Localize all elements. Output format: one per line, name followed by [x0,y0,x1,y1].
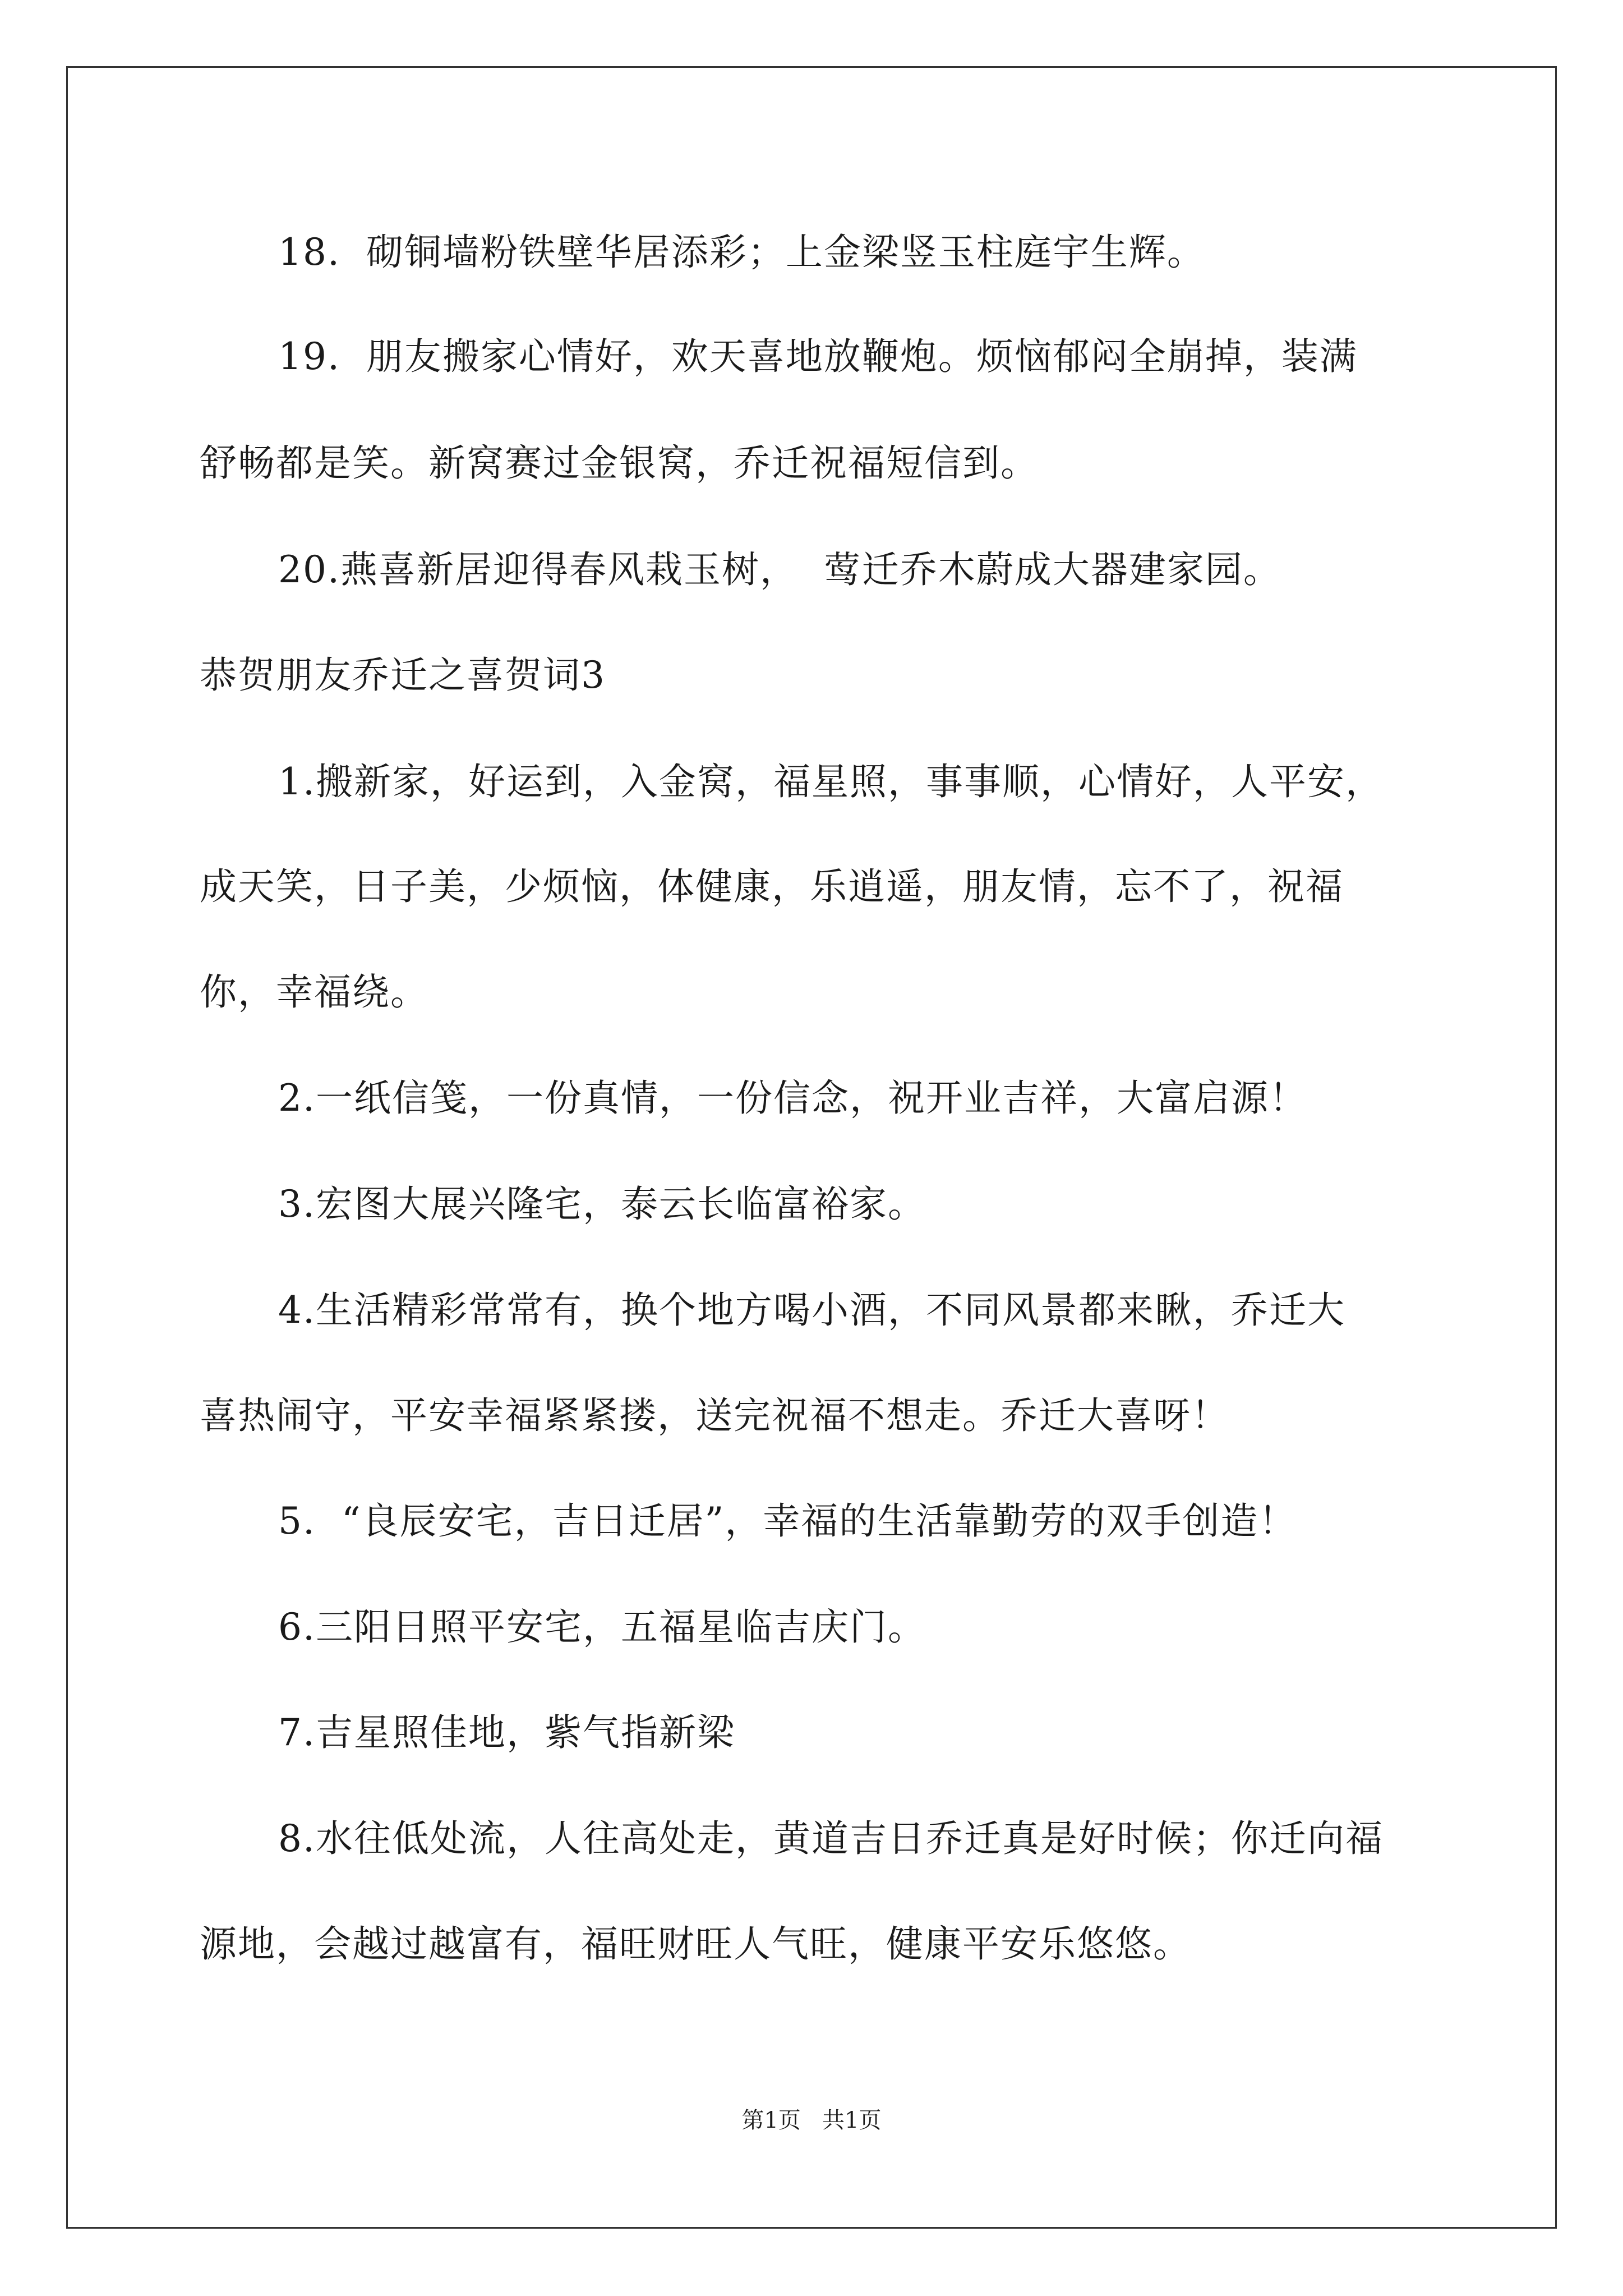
page-border [66,66,1557,2229]
paragraph-line: 成天笑，日子美，少烦恼，体健康，乐逍遥，朋友情，忘不了，祝福 [200,865,1344,908]
page-footer: 第1页 共1页 [741,2108,882,2133]
paragraph-line: 你，幸福绕。 [200,970,428,1014]
paragraph-line: 19. 朋友搬家心情好，欢天喜地放鞭炮。烦恼郁闷全崩掉，装满 [278,335,1358,378]
paragraph-line: 20.燕喜新居迎得春风栽玉树， 莺迁乔木蔚成大器建家园。 [278,548,1281,591]
paragraph-line: 喜热闹守，平安幸福紧紧搂，送完祝福不想走。乔迁大喜呀！ [200,1394,1229,1437]
paragraph-line: 8.水往低处流，人往高处走，黄道吉日乔迁真是好时候；你迁向福 [278,1817,1384,1860]
paragraph-line: 源地，会越过越富有，福旺财旺人气旺，健康平安乐悠悠。 [200,1922,1191,1966]
paragraph-line: 18. 砌铜墙粉铁壁华居添彩；上金梁竖玉柱庭宇生辉。 [278,231,1205,274]
paragraph-line: 7.吉星照佳地，紫气指新梁 [278,1711,735,1754]
paragraph-line: 6.三阳日照平安宅，五福星临吉庆门。 [278,1605,926,1649]
paragraph-line: 3.宏图大展兴隆宅，泰云长临富裕家。 [278,1182,926,1226]
paragraph-line: 5. “良辰安宅，吉日迁居”，幸福的生活靠勤劳的双手创造！ [278,1499,1297,1543]
paragraph-line: 舒畅都是笑。新窝赛过金银窝，乔迁祝福短信到。 [200,441,1039,485]
paragraph-line: 2.一纸信笺，一份真情，一份信念，祝开业吉祥，大富启源！ [278,1076,1307,1120]
section-heading: 恭贺朋友乔迁之喜贺词3 [200,654,606,697]
paragraph-line: 4.生活精彩常常有，换个地方喝小酒，不同风景都来瞅，乔迁大 [278,1289,1345,1332]
paragraph-line: 1.搬新家，好运到，入金窝，福星照，事事顺，心情好，人平安， [278,760,1384,803]
